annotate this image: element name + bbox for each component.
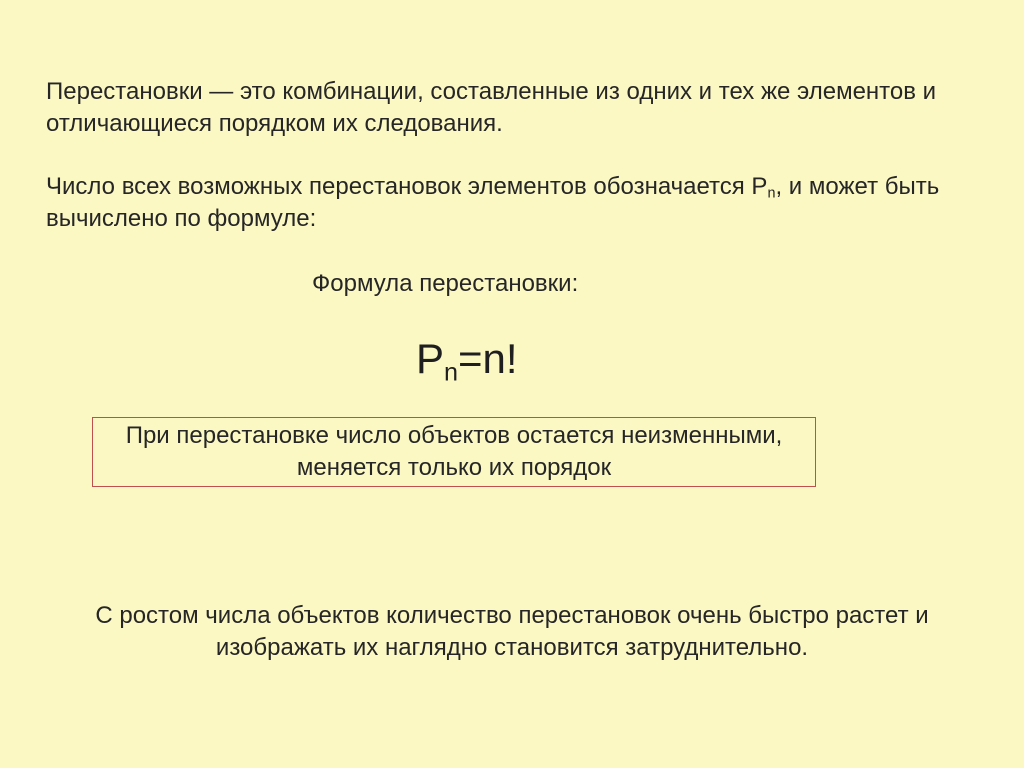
definition-paragraph: Перестановки — это комбинации, составленные из одних и тех же элементов и отличающиеся порядком их следования. xyxy=(46,78,937,137)
note-box-text: При перестановке число объектов остается неизменными, меняется только их порядок xyxy=(125,422,783,481)
count-text-after: , и может быть вычислено по формуле: xyxy=(46,173,940,232)
count-text-subscript: n xyxy=(767,185,776,202)
permutation-formula xyxy=(416,331,518,387)
formula-rest: =n! xyxy=(458,335,518,382)
formula-label: Формула перестановки: xyxy=(312,270,579,297)
formula-base: P xyxy=(416,335,445,382)
closing-paragraph: С ростом числа объектов количество перестановок очень быстро растет и изображать их наглядно становится затруднительно. xyxy=(95,602,929,661)
formula-subscript: n xyxy=(444,358,459,387)
note-box xyxy=(92,417,816,487)
count-paragraph xyxy=(46,171,946,235)
count-text-before: Число всех возможных перестановок элементов обозначается Р xyxy=(46,173,768,200)
